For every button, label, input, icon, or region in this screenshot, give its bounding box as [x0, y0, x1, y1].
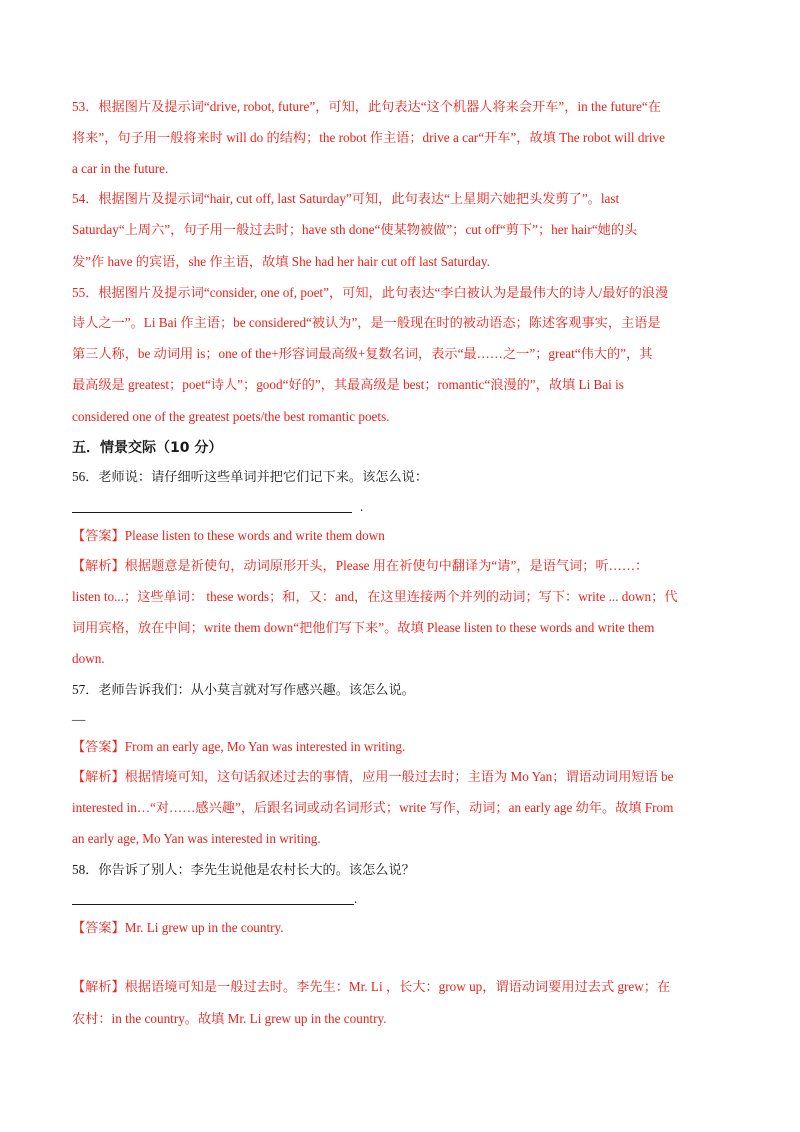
q56-analysis-line-4: down. [72, 651, 105, 666]
q57-answer-blank: __ [72, 707, 86, 722]
q57-analysis-line-2: interested in…“对……感兴趣”，后跟名词或动名词形式；write 写作，动词；an early age 幼年。故填 From [72, 800, 674, 815]
q55-line-4: 最高级是 greatest；poet“诗人”；good“好的”，其最高级是 best；romantic“浪漫的”，故填 Li Bai is [72, 377, 624, 392]
q54-line-2: Saturday“上周六”，句子用一般过去时；have sth done“使某物被做”；cut off“剪下”；her hair“她的头 [72, 222, 638, 237]
q56-analysis-line-1: 【解析】根据题意是祈使句，动词原形开头，Please 用在祈使句中翻译为“请”，是语气词；听……： [72, 558, 649, 573]
q53-line-2: 将来”，句子用一般将来时 will do 的结构；the robot 作主语；drive a car“开车”，故填 The robot will drive [72, 130, 665, 145]
q58-analysis-line-2: 农村：in the country。故填 Mr. Li grew up in the country. [72, 1011, 387, 1026]
q58-analysis-line-1: 【解析】根据语境可知是一般过去时。李先生：Mr. Li ，长大：grow up，谓语动词要用过去式 grew；在 [72, 979, 671, 994]
section-heading: 五．情景交际（10 分） [72, 440, 223, 456]
q54-line-1: 54．根据图片及提示词“hair, cut off, last Saturday”可知，此句表达“上星期六她把头发剪了”。last [72, 191, 620, 206]
q57-answer: 【答案】From an early age, Mo Yan was interested in writing. [72, 739, 406, 754]
q53-line-1: 53．根据图片及提示词“drive, robot, future”，可知，此句表达“这个机器人将来会开车”，in the future“在 [72, 99, 661, 114]
q54-line-3: 发”作 have 的宾语，she 作主语，故填 She had her hair cut off last Saturday. [72, 254, 490, 269]
q58-blank-suffix: . [354, 891, 358, 906]
q58-question: 58．你告诉了别人：李先生说他是农村长大的。该怎么说？ [72, 862, 415, 877]
q53-line-3: a car in the future. [72, 161, 169, 176]
q56-question: 56．老师说：请仔细听这些单词并把它们记下来。该怎么说： [72, 469, 429, 484]
q56-analysis-line-2: listen to...；这些单词： these words；和，又：and，在这里连接两个并列的动词；写下：write ... down；代 [72, 589, 678, 604]
q57-analysis-line-3: an early age, Mo Yan was interested in writing. [72, 831, 321, 846]
q57-question: 57．老师告诉我们：从小莫言就对写作感兴趣。该怎么说。 [72, 682, 415, 697]
q56-answer-blank [72, 512, 352, 513]
q56-answer: 【答案】Please listen to these words and write them down [72, 528, 385, 543]
q55-line-2: 诗人之一”。Li Bai 作主语；be considered“被认为”，是一般现在时的被动语态；陈述客观事实，主语是 [72, 315, 661, 330]
q58-answer-blank [72, 904, 354, 905]
q55-line-5: considered one of the greatest poets/the best romantic poets. [72, 409, 390, 424]
q55-line-3: 第三人称，be 动词用 is；one of the+形容词最高级+复数名词，表示“最……之一”；great“伟大的”，其 [72, 346, 653, 361]
q55-line-1: 55．根据图片及提示词“consider, one of, poet”，可知，此句表达“李白被认为是最伟大的诗人/最好的浪漫 [72, 285, 669, 300]
q56-analysis-line-3: 词用宾格，放在中间；write them down“把他们写下来”。故填 Please listen to these words and write them [72, 620, 655, 635]
q56-blank-suffix: . [360, 499, 364, 514]
q57-analysis-line-1: 【解析】根据情境可知，这句话叙述过去的事情，应用一般过去时；主语为 Mo Yan；谓语动词用短语 be [72, 769, 674, 784]
q58-answer: 【答案】Mr. Li grew up in the country. [72, 920, 284, 935]
